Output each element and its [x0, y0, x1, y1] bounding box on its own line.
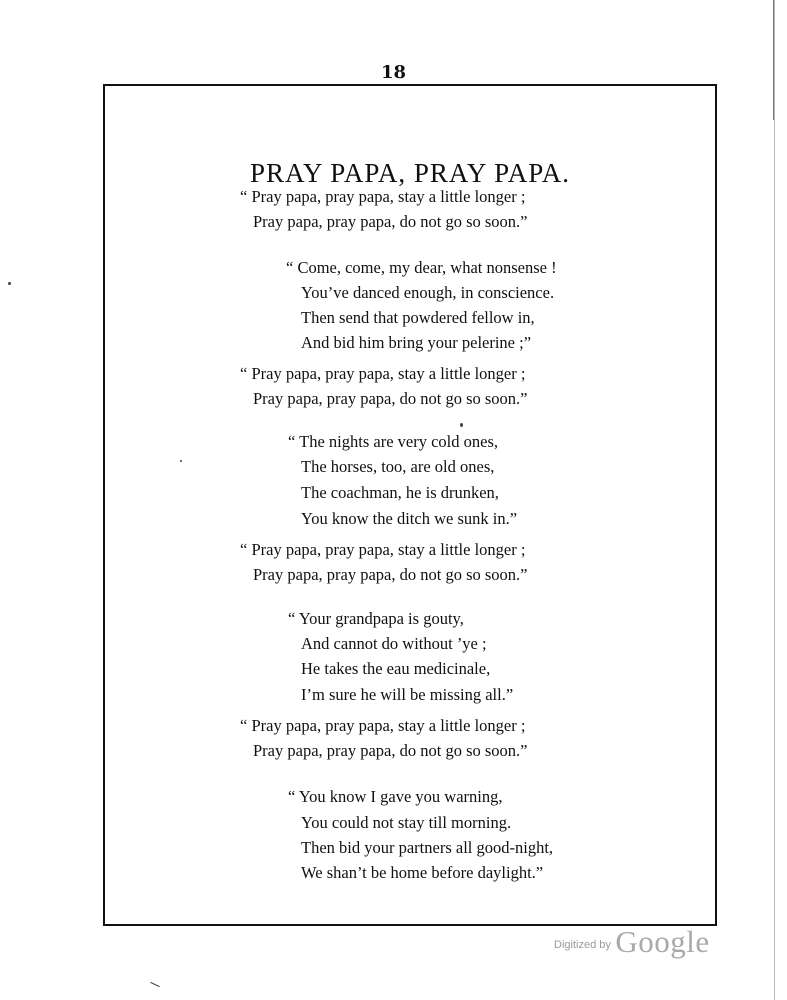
poem-line: Pray papa, pray papa, do not go so soon.”	[253, 389, 528, 408]
poem-line: “ Pray papa, pray papa, stay a little longer ;	[240, 540, 526, 559]
poem-title: PRAY PAPA, PRAY PAPA.	[250, 158, 570, 189]
poem-line: Pray papa, pray papa, do not go so soon.”	[253, 212, 528, 231]
poem-line: You know the ditch we sunk in.”	[301, 509, 518, 528]
poem-line: “ Come, come, my dear, what nonsense !	[286, 258, 557, 277]
poem-line: I’m sure he will be missing all.”	[301, 685, 514, 704]
poem-line: “ Pray papa, pray papa, stay a little longer ;	[240, 364, 526, 383]
poem-line: Then bid your partners all good-night,	[301, 838, 554, 857]
poem-line: Then send that powdered fellow in,	[301, 308, 535, 327]
poem-line: You could not stay till morning.	[301, 813, 512, 832]
watermark-brand-logo: Google	[615, 924, 710, 959]
scan-mark	[150, 982, 159, 987]
digitized-watermark	[554, 924, 710, 960]
poem-line: “ You know I gave you warning,	[288, 787, 503, 806]
poem-line: Pray papa, pray papa, do not go so soon.”	[253, 741, 528, 760]
scan-edge-rule-faint	[774, 0, 775, 1000]
poem-line: “ Pray papa, pray papa, stay a little longer ;	[240, 187, 526, 206]
poem-line: And bid him bring your pelerine ;”	[301, 333, 532, 352]
scan-speck	[180, 460, 182, 462]
watermark-prefix: Digitized by	[554, 939, 611, 951]
page-number: 18	[380, 62, 407, 83]
poem-line: “ Your grandpapa is gouty,	[288, 609, 464, 628]
poem-line: The coachman, he is drunken,	[301, 483, 499, 502]
poem-line: The horses, too, are old ones,	[301, 457, 495, 476]
poem-line: “ Pray papa, pray papa, stay a little longer ;	[240, 716, 526, 735]
poem-line: He takes the eau medicinale,	[301, 659, 491, 678]
scan-speck	[460, 423, 463, 427]
poem-line: “ The nights are very cold ones,	[288, 432, 499, 451]
poem-line: Pray papa, pray papa, do not go so soon.”	[253, 565, 528, 584]
scan-speck	[8, 282, 11, 285]
poem-line: And cannot do without ’ye ;	[301, 634, 487, 653]
poem-line: You’ve danced enough, in conscience.	[301, 283, 555, 302]
poem-line: We shan’t be home before daylight.”	[301, 863, 544, 882]
